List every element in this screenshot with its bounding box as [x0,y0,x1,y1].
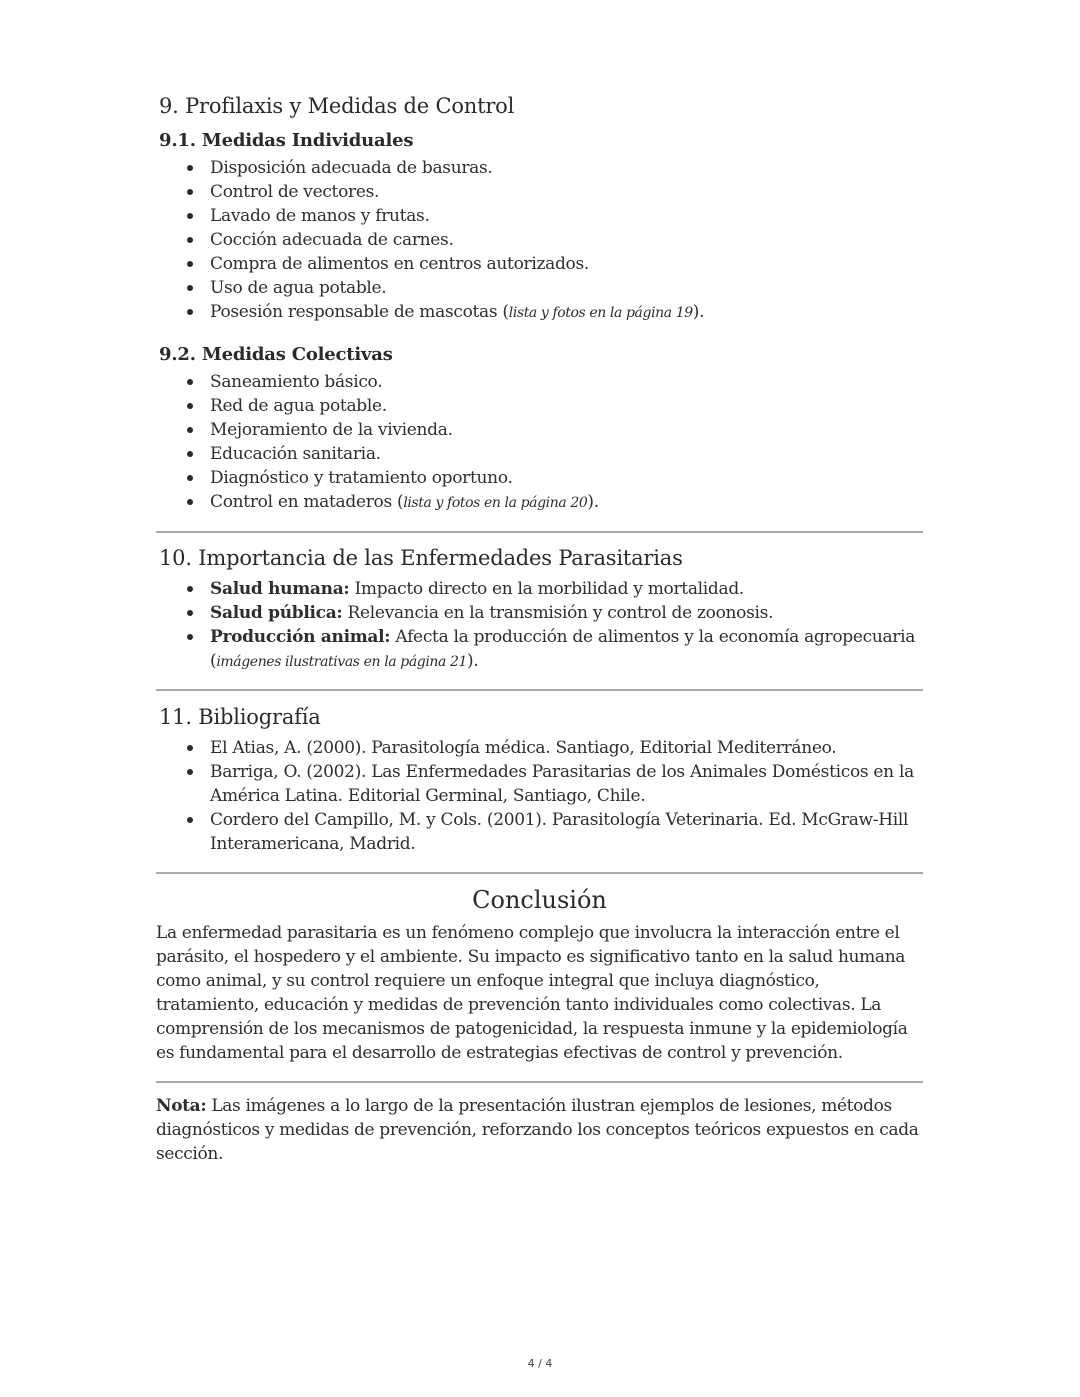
section-11-heading: 11. Bibliografía [159,705,321,729]
page-indicator: 4 / 4 [527,1357,553,1370]
bullet-icon [187,745,193,751]
bibliography-item: Barriga, O. (2002). Las Enfermedades Parasitarias de los Animales Domésticos en la América Latina. Editorial Germinal, Santiago, Chile. [156,760,923,808]
bullet-icon [187,285,193,291]
page-reference: lista y fotos en la página 19 [508,305,693,321]
bullet-icon [187,634,193,640]
bibliography-item: El Atias, A. (2000). Parasitología médica. Santiago, Editorial Mediterráneo. [156,736,923,760]
bullet-icon [187,499,193,505]
list-item: Educación sanitaria. [156,442,923,466]
bullet-icon [187,475,193,481]
bullet-icon [187,261,193,267]
list-item: Mejoramiento de la vivienda. [156,418,923,442]
bullet-icon [187,379,193,385]
bullet-icon [187,610,193,616]
list-item: Producción animal: Afecta la producción de alimentos y la economía agropecuaria (imágenes ilustrativas en la página 21). [156,625,923,674]
collective-measures-list [156,370,923,515]
conclusion-heading: Conclusión [472,886,607,914]
bibliography-item: Cordero del Campillo, M. y Cols. (2001). Parasitología Veterinaria. Ed. McGraw-Hill Interamericana, Madrid. [156,808,923,856]
list-item: Lavado de manos y frutas. [156,204,923,228]
bibliography-list [156,736,923,856]
list-item: Red de agua potable. [156,394,923,418]
bullet-icon [187,586,193,592]
bullet-icon [187,451,193,457]
list-item: Compra de alimentos en centros autorizados. [156,252,923,276]
divider [156,531,923,533]
bullet-icon [187,309,193,315]
page-reference: lista y fotos en la página 20 [403,495,588,511]
section-9-1-heading: 9.1. Medidas Individuales [159,130,414,151]
bullet-icon [187,189,193,195]
list-item: Disposición adecuada de basuras. [156,156,923,180]
individual-measures-list [156,156,923,325]
list-item: Posesión responsable de mascotas (lista y fotos en la página 19). [156,300,923,325]
bullet-icon [187,427,193,433]
conclusion-paragraph: La enfermedad parasitaria es un fenómeno complejo que involucra la interacción entre el parásito, el hospedero y el ambiente. Su impacto es significativo tanto en la salud humana como animal, y su control requiere un enfoque integral que incluya diagnóstico, tratamiento, educación y medidas de prevención tanto individuales como colectivas. La comprensión de los mecanismos de patogenicidad, la respuesta inmune y la epidemiología es fundamental para el desarrollo de estrategias efectivas de control y prevención. [156,923,908,1063]
section-10-heading: 10. Importancia de las Enfermedades Parasitarias [159,546,683,570]
section-9-2-heading: 9.2. Medidas Colectivas [159,344,393,365]
divider [156,1081,923,1083]
page-reference: imágenes ilustrativas en la página 21 [216,654,468,670]
list-item: Salud pública: Relevancia en la transmisión y control de zoonosis. [156,601,923,625]
list-item: Control de vectores. [156,180,923,204]
list-item: Diagnóstico y tratamiento oportuno. [156,466,923,490]
note-label: Nota: [156,1096,207,1116]
list-item: Uso de agua potable. [156,276,923,300]
bullet-icon [187,165,193,171]
bullet-icon [187,403,193,409]
divider [156,689,923,691]
bullet-icon [187,237,193,243]
note-paragraph: Nota: Las imágenes a lo largo de la presentación ilustran ejemplos de lesiones, métodos diagnósticos y medidas de prevención, reforzando los conceptos teóricos expuestos en cada sección. [156,1096,919,1164]
bullet-icon [187,769,193,775]
bullet-icon [187,817,193,823]
list-item: Cocción adecuada de carnes. [156,228,923,252]
list-item: Salud humana: Impacto directo en la morbilidad y mortalidad. [156,577,923,601]
list-item: Saneamiento básico. [156,370,923,394]
divider [156,872,923,874]
section-9-heading: 9. Profilaxis y Medidas de Control [159,94,515,118]
importance-list [156,577,923,674]
bullet-icon [187,213,193,219]
list-item: Control en mataderos (lista y fotos en la página 20). [156,490,923,515]
